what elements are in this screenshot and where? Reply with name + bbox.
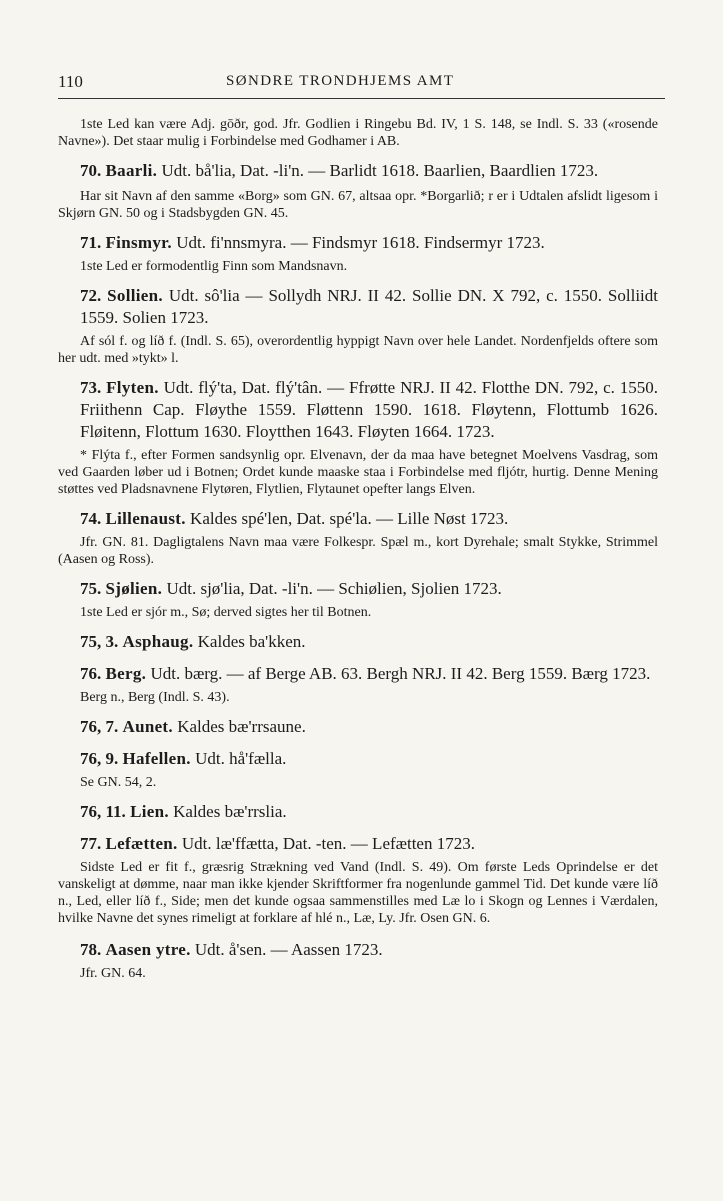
entry-number: 76, 11. (80, 802, 126, 821)
entry-main: Udt. sô'lia — Sollydh NRJ. II 42. Sollie DN. X 792, c. 1550. Solliidt 1559. Solien 1723. (80, 286, 659, 327)
entry-note: Se GN. 54, 2. (80, 775, 157, 790)
page-body (58, 116, 658, 982)
entry-note: Har sit Navn af den samme «Borg» som GN. 67, altsaa opr. *Borgarlið; r er i Udtalen afslidt ligesom i Skjørn GN. 50 og i Stadsbygden GN. 45. (58, 189, 658, 221)
entry-main: Udt. å'sen. — Aassen 1723. (194, 940, 383, 959)
entry-71 (58, 232, 658, 275)
entry-name: Asphaug. (122, 632, 194, 651)
entry-note: * Flýta f., efter Formen sandsynlig opr. Elvenavn, der da maa have betegnet Moelvens Vasdrag, som ved Gaarden løber ud i Botnen; Ordet kunde maaske staa i Forbindelse med fljótr, hurtig. Denne Mening støttes ved Pladsnavnene Flytøren, Flytlien, Flytaunet opefter langs Elven. (58, 448, 658, 497)
entry-number: 71. (80, 233, 102, 252)
entry-number: 75. (80, 579, 102, 598)
entry-name: Hafellen. (122, 749, 191, 768)
intro-paragraph: 1ste Led kan være Adj. gōðr, god. Jfr. Godlien i Ringebu Bd. IV, 1 S. 148, se Indl. S. 33 («rosende Navne»). Det staar mulig i Forbindelse med Godhamer i AB. (58, 117, 658, 149)
entry-77 (58, 833, 658, 927)
entry-name: Baarli. (105, 161, 158, 180)
entry-name: Aunet. (122, 717, 173, 736)
page-number: 110 (58, 72, 83, 91)
entry-name: Lillenaust. (105, 509, 186, 528)
entry-note: Af sól f. og líð f. (Indl. S. 65), overordentlig hyppigt Navn over hele Landet. Nordenfjelds oftere som her udt. med »tykt» l. (58, 334, 658, 366)
entry-76-11 (58, 801, 658, 823)
entry-name: Sollien. (107, 286, 163, 305)
entry-main: Kaldes bæ'rrslia. (173, 802, 287, 821)
entry-name: Finsmyr. (105, 233, 172, 252)
entry-main: Udt. sjø'lia, Dat. -li'n. — Schiølien, Sjolien 1723. (166, 579, 502, 598)
entry-main: Udt. bærg. — af Berge AB. 63. Bergh NRJ. II 42. Berg 1559. Bærg 1723. (150, 664, 651, 683)
entry-number: 70. (80, 161, 102, 180)
entry-note: Berg n., Berg (Indl. S. 43). (80, 690, 230, 705)
entry-73 (58, 377, 658, 498)
entry-number: 76, 9. (80, 749, 119, 768)
entry-main: Udt. fi'nnsmyra. — Findsmyr 1618. Findsermyr 1723. (176, 233, 545, 252)
entry-75-3 (58, 631, 658, 653)
entry-70 (58, 160, 658, 222)
entry-main: Kaldes spé'len, Dat. spé'la. — Lille Nøst 1723. (190, 509, 509, 528)
page-header (58, 72, 665, 96)
entry-number: 75, 3. (80, 632, 119, 651)
entry-note: Jfr. GN. 81. Dagligtalens Navn maa være Folkespr. Spæl m., kort Dyrehale; smalt Stykke, Strimmel (Aasen og Ross). (58, 535, 658, 567)
entry-main: Udt. læ'ffætta, Dat. -ten. — Lefætten 1723. (181, 834, 475, 853)
entry-78 (58, 939, 658, 982)
entry-name: Lien. (130, 802, 169, 821)
entry-note: Jfr. GN. 64. (80, 966, 146, 981)
entry-name: Flyten. (106, 378, 159, 397)
entry-number: 76, 7. (80, 717, 119, 736)
entry-note: 1ste Led er sjór m., Sø; derved sigtes her til Botnen. (80, 605, 372, 620)
entry-main: Udt. flý'ta, Dat. flý'tân. — Ffrøtte NRJ. II 42. Flotthe DN. 792, c. 1550. Friithenn Cap. Fløythe 1559. Fløttenn 1590. 1618. Fløytenn, Flottumb 1626. Fløitenn, Flottum 1630. Floytthen 1643. Fløyten 1664. 1723. (80, 378, 659, 441)
entry-76-9 (58, 748, 658, 791)
entry-72 (58, 285, 658, 367)
entry-76 (58, 663, 658, 706)
entry-number: 74. (80, 509, 102, 528)
entry-number: 73. (80, 378, 102, 397)
entry-main: Kaldes ba'kken. (197, 632, 306, 651)
entry-main: Udt. hå'fælla. (195, 749, 287, 768)
entry-note: Sidste Led er fit f., græsrig Strækning ved Vand (Indl. S. 49). Om første Leds Oprindelse er det vanskeligt at dømme, naar man ikke kjender Skriftformer fra nogenlunde gammel Tid. Det kunde være líð n., Led, eller líð f., Side; men det kunde ogsaa sammenstilles med Læ lo i Skogn og Lennes i Værdalen, hvilke Navne det synes rimeligt at forklare af hlé n., Læ, Ly. Jfr. Osen GN. 6. (58, 860, 658, 926)
entry-name: Berg. (105, 664, 147, 683)
entry-number: 78. (80, 940, 102, 959)
entry-number: 76. (80, 664, 102, 683)
entry-name: Sjølien. (105, 579, 163, 598)
entry-main: Udt. bå'lia, Dat. -li'n. — Barlidt 1618. Baarlien, Baardlien 1723. (161, 161, 599, 180)
entry-number: 72. (80, 286, 102, 305)
running-title: SØNDRE TRONDHJEMS AMT (226, 73, 455, 89)
entry-74 (58, 508, 658, 568)
entry-75 (58, 578, 658, 621)
entry-name: Lefætten. (105, 834, 178, 853)
entry-main: Kaldes bæ'rrsaune. (177, 717, 306, 736)
entry-name: Aasen ytre. (105, 940, 191, 959)
entry-note: 1ste Led er formodentlig Finn som Mandsnavn. (80, 259, 348, 274)
entry-76-7 (58, 716, 658, 738)
header-rule (58, 98, 665, 99)
entry-number: 77. (80, 834, 102, 853)
